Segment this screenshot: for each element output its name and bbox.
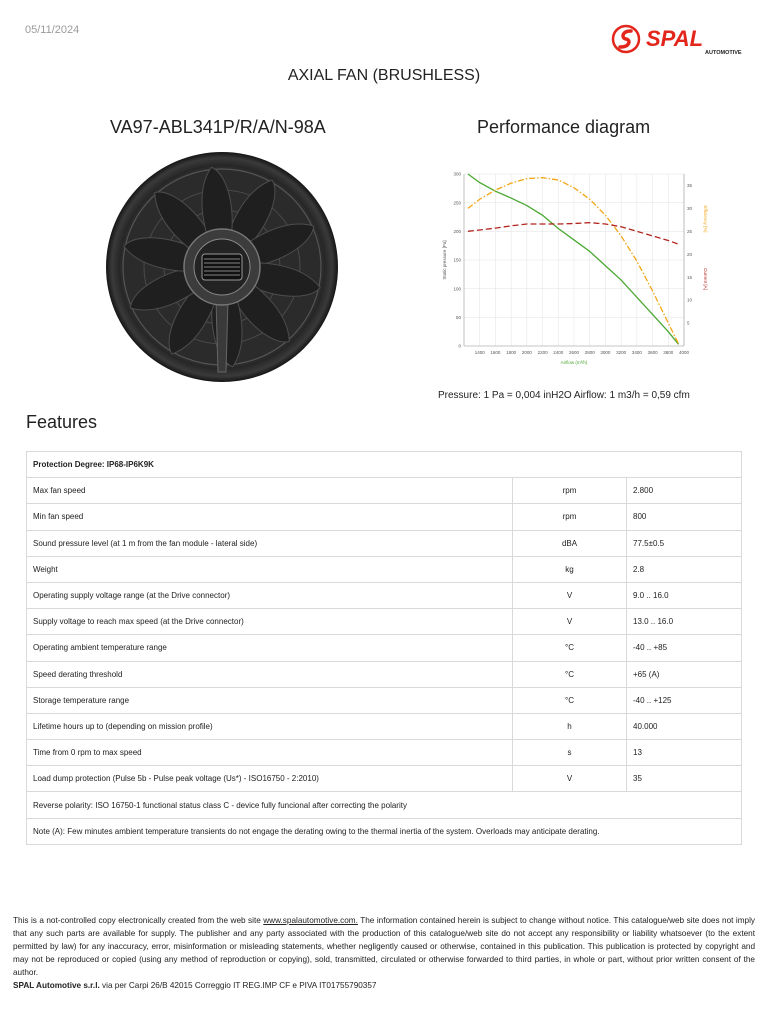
chart-x-tick-label: 3800 bbox=[663, 350, 674, 355]
spec-value: 13.0 .. 16.0 bbox=[627, 609, 742, 635]
spec-label: Speed derating threshold bbox=[27, 661, 513, 687]
table-row bbox=[27, 740, 742, 766]
spec-value: +65 (A) bbox=[627, 661, 742, 687]
spec-unit: °C bbox=[513, 687, 627, 713]
chart-x-tick-label: 2200 bbox=[537, 350, 548, 355]
spec-value: 9.0 .. 16.0 bbox=[627, 582, 742, 608]
chart-axes bbox=[453, 172, 692, 355]
table-row bbox=[27, 661, 742, 687]
spec-label: Supply voltage to reach max speed (at the Drive connector) bbox=[27, 609, 513, 635]
spec-unit: V bbox=[513, 582, 627, 608]
website-link[interactable]: www.spalautomotive.com. bbox=[263, 916, 358, 925]
chart-y-left-axis-label: Static pressure [Pa] bbox=[442, 240, 447, 280]
chart-x-tick-label: 2600 bbox=[568, 350, 580, 355]
features-table bbox=[26, 451, 742, 845]
table-row bbox=[27, 609, 742, 635]
chart-y-right-tick-label: 30 bbox=[687, 206, 693, 211]
spec-unit: dBA bbox=[513, 530, 627, 556]
table-row bbox=[27, 556, 742, 582]
chart-x-tick-label: 1400 bbox=[474, 350, 485, 355]
spec-value: -40 .. +125 bbox=[627, 687, 742, 713]
spec-value: 35 bbox=[627, 766, 742, 792]
performance-chart bbox=[434, 164, 724, 376]
spec-value: -40 .. +85 bbox=[627, 635, 742, 661]
chart-x-tick-label: 3400 bbox=[631, 350, 642, 355]
table-note: Note (A): Few minutes ambient temperature transients do not engage the derating owing to the thermal inertia of the system. Overloads may anticipate derating. bbox=[27, 818, 742, 844]
spec-value: 2.8 bbox=[627, 556, 742, 582]
spec-label: Sound pressure level (at 1 m from the fan module - lateral side) bbox=[27, 530, 513, 556]
table-note-row bbox=[27, 792, 742, 818]
spec-label: Operating supply voltage range (at the Drive connector) bbox=[27, 582, 513, 608]
disclaimer-text-start: This is a not-controlled copy electronically created from the web site bbox=[13, 916, 264, 925]
spec-value: 13 bbox=[627, 740, 742, 766]
spec-value: 40.000 bbox=[627, 713, 742, 739]
chart-y-left-tick-label: 0 bbox=[458, 343, 461, 349]
spec-unit: °C bbox=[513, 661, 627, 687]
spec-label: Max fan speed bbox=[27, 478, 513, 504]
chart-x-tick-label: 3600 bbox=[647, 350, 658, 355]
chart-x-axis-label: Airflow (m³/h) bbox=[560, 360, 588, 365]
chart-y-right-tick-label: 35 bbox=[687, 183, 693, 189]
spal-logo bbox=[610, 24, 746, 56]
unit-conversion-note: Pressure: 1 Pa = 0,004 inH2O Airflow: 1 m3/h = 0,59 cfm bbox=[438, 390, 690, 401]
table-row bbox=[27, 635, 742, 661]
spec-unit: rpm bbox=[513, 504, 627, 530]
page-title: AXIAL FAN (BRUSHLESS) bbox=[287, 67, 481, 84]
chart-current-axis-label: Current [A] bbox=[703, 268, 708, 290]
table-row bbox=[27, 530, 742, 556]
spec-unit: kg bbox=[513, 556, 627, 582]
table-row bbox=[27, 766, 742, 792]
chart-series bbox=[468, 174, 679, 344]
disclaimer-text-end: The information contained herein is subject to change without notice. This catalogue/web site does not imply that any such parts are available for supply. The publisher and any party associated with the production of this catalogue/web site do not accept any responsibility or liability whatsoever (to the extent permitted by law) for any inaccuracy, error, misinformation or misleading statements, whether negligently caused or otherwise, contained in this publication. This publication is protected by copyright and may not be reproduced or copied (using any method of reproduction or copying), sold, transmitted, circulated or otherwise forwarded to third parties, in whole or part, without prior written consent of the author. bbox=[13, 916, 755, 978]
chart-x-tick-label: 3200 bbox=[616, 350, 627, 355]
fan-support-arm bbox=[216, 300, 228, 372]
chart-y-right-tick-label: 25 bbox=[687, 228, 693, 234]
performance-title: Performance diagram bbox=[477, 117, 651, 137]
chart-grid bbox=[464, 174, 684, 346]
table-row bbox=[27, 713, 742, 739]
table-row bbox=[27, 582, 742, 608]
chart-efficiency-axis-label: Efficiency [%] bbox=[703, 205, 708, 233]
chart-x-tick-label: 2400 bbox=[553, 350, 564, 355]
spec-unit: s bbox=[513, 740, 627, 766]
chart-x-tick-label: 2800 bbox=[584, 350, 595, 355]
features-heading: Features bbox=[26, 412, 98, 432]
spec-label: Lifetime hours up to (depending on mission profile) bbox=[27, 713, 513, 739]
spec-label: Storage temperature range bbox=[27, 687, 513, 713]
spec-value: 77.5±0.5 bbox=[627, 530, 742, 556]
document-date: 05/11/2024 bbox=[25, 24, 80, 36]
company-address: via per Carpi 26/B 42015 Correggio IT REG.IMP CF e PIVA IT01755790357 bbox=[99, 981, 377, 991]
spec-unit: rpm bbox=[513, 478, 627, 504]
spec-label: Min fan speed bbox=[27, 504, 513, 530]
chart-y-right-tick-label: 15 bbox=[687, 274, 693, 280]
chart-y-right-tick-label: 10 bbox=[687, 297, 693, 303]
spec-value: 800 bbox=[627, 504, 742, 530]
logo-subtext: AUTOMOTIVE bbox=[705, 50, 742, 56]
chart-y-right-tick-label: 20 bbox=[687, 251, 693, 257]
spec-label: Load dump protection (Pulse 5b - Pulse peak voltage (Us*) - ISO16750 - 2:2010) bbox=[27, 766, 513, 792]
chart-x-tick-label: 1800 bbox=[506, 350, 517, 355]
protection-degree: Protection Degree: IP68-IP6K9K bbox=[27, 452, 742, 478]
spec-label: Weight bbox=[27, 556, 513, 582]
spec-label: Operating ambient temperature range bbox=[27, 635, 513, 661]
disclaimer-footer bbox=[13, 914, 755, 993]
table-row bbox=[27, 478, 742, 504]
model-code: VA97-ABL341P/R/A/N-98A bbox=[110, 117, 326, 137]
table-note-row bbox=[27, 818, 742, 844]
chart-y-left-tick-label: 100 bbox=[453, 286, 461, 292]
spec-unit: h bbox=[513, 713, 627, 739]
chart-x-tick-label: 4000 bbox=[678, 350, 690, 355]
spec-label: Time from 0 rpm to max speed bbox=[27, 740, 513, 766]
table-header-row bbox=[27, 452, 742, 478]
spec-value: 2.800 bbox=[627, 478, 742, 504]
logo-text: SPAL bbox=[646, 26, 704, 51]
chart-y-left-tick-label: 50 bbox=[455, 314, 461, 320]
spec-unit: V bbox=[513, 766, 627, 792]
chart-x-tick-label: 3000 bbox=[600, 350, 611, 355]
chart-x-tick-label: 1600 bbox=[490, 350, 501, 355]
company-name: SPAL Automotive s.r.l. bbox=[13, 981, 100, 991]
table-note: Reverse polarity: ISO 16750-1 functional status class C - device fully funcional after correcting the polarity bbox=[27, 792, 742, 818]
chart-y-right-tick-label: 5 bbox=[687, 320, 690, 326]
spec-unit: °C bbox=[513, 635, 627, 661]
chart-series-line-2 bbox=[468, 223, 679, 245]
chart-y-left-tick-label: 150 bbox=[453, 257, 461, 263]
chart-series-line-0 bbox=[468, 174, 679, 344]
spec-unit: V bbox=[513, 609, 627, 635]
chart-y-left-tick-label: 250 bbox=[453, 200, 461, 206]
chart-x-tick-label: 2000 bbox=[521, 350, 532, 355]
fan-product-image bbox=[104, 150, 340, 384]
chart-y-left-tick-label: 300 bbox=[453, 171, 461, 177]
table-row bbox=[27, 504, 742, 530]
logo-swoosh bbox=[620, 31, 631, 47]
chart-y-left-tick-label: 200 bbox=[453, 228, 461, 234]
table-row bbox=[27, 687, 742, 713]
